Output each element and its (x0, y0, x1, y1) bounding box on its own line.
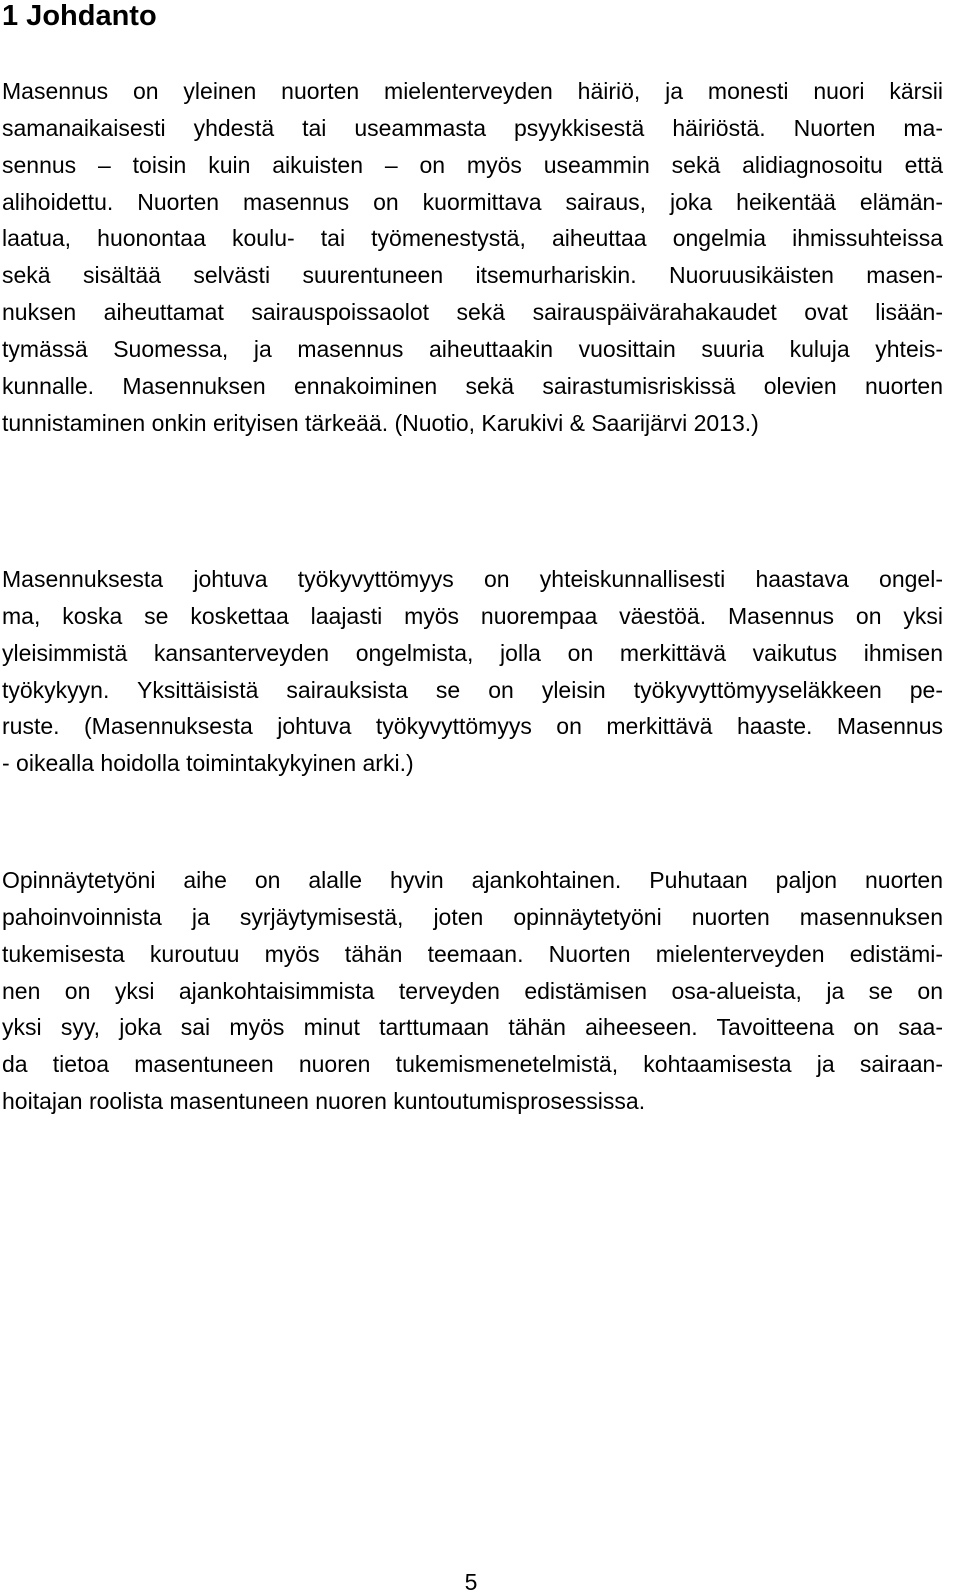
paragraph-line: pahoinvoinnista ja syrjäytymisestä, joten opinnäytetyöni nuorten masennuksen (2, 903, 943, 930)
page-number: 5 (464, 1569, 478, 1595)
paragraph-line: yleisimmistä kansanterveyden ongelmista, jolla on merkittävä vaikutus ihmisen (2, 639, 943, 666)
paragraph-line: Masennuksesta johtuva työkyvyttömyys on yhteiskunnallisesti haastava ongel- (2, 566, 943, 592)
paragraph-line: Opinnäytetyöni aihe on alalle hyvin ajankohtainen. Puhutaan paljon nuorten (2, 867, 943, 893)
paragraph-line: tukemisesta kuroutuu myös tähän teemaan. Nuorten mielenterveyden edistämi- (2, 940, 943, 967)
paragraph-line: - oikealla hoidolla toimintakykyinen arki.) (2, 750, 414, 777)
paragraph-line: laatua, huonontaa koulu- tai työmenestystä, aiheuttaa ongelmia ihmissuhteissa (2, 225, 943, 252)
section-heading: 1 Johdanto (2, 0, 157, 32)
paragraph-3 (2, 862, 943, 1120)
paragraph-line: alihoidettu. Nuorten masennus on kuormittava sairaus, joka heikentää elämän- (2, 188, 943, 215)
paragraph-line: sennus – toisin kuin aikuisten – on myös useammin sekä alidiagnosoitu että (2, 151, 943, 178)
paragraph-line: nuksen aiheuttamat sairauspoissaolot sekä sairauspäivärahakaudet ovat lisään- (2, 299, 943, 326)
paragraph-line: nen on yksi ajankohtaisimmista terveyden edistämisen osa-alueista, ja se on (2, 977, 943, 1004)
paragraph-line: samanaikaisesti yhdestä tai useammasta psyykkisestä häiriöstä. Nuorten ma- (2, 114, 943, 141)
paragraph-line: tunnistaminen onkin erityisen tärkeää. (Nuotio, Karukivi & Saarijärvi 2013.) (2, 409, 759, 436)
paragraph-line: ruste. (Masennuksesta johtuva työkyvyttömyys on merkittävä haaste. Masennus (2, 713, 943, 740)
paragraph-line: da tietoa masentuneen nuoren tukemismenetelmistä, kohtaamisesta ja sairaan- (2, 1051, 943, 1078)
paragraph-line: sekä sisältää selvästi suurentuneen itsemurhariskin. Nuoruusikäisten masen- (2, 262, 943, 289)
paragraph-2 (2, 561, 943, 782)
paragraph-line: kunnalle. Masennuksen ennakoiminen sekä sairastumisriskissä olevien nuorten (2, 372, 943, 399)
paragraph-1 (2, 73, 943, 441)
paragraph-line: ma, koska se koskettaa laajasti myös nuorempaa väestöä. Masennus on yksi (2, 602, 943, 629)
paragraph-line: työkykyyn. Yksittäisistä sairauksista se on yleisin työkyvyttömyyseläkkeen pe- (2, 676, 943, 703)
paragraph-line: hoitajan roolista masentuneen nuoren kuntoutumisprosessissa. (2, 1088, 646, 1115)
paragraph-line: tymässä Suomessa, ja masennus aiheuttaakin vuosittain suuria kuluja yhteis- (2, 335, 943, 362)
paragraph-line: yksi syy, joka sai myös minut tarttumaan tähän aiheeseen. Tavoitteena on saa- (2, 1014, 943, 1041)
paragraph-line: Masennus on yleinen nuorten mielenterveyden häiriö, ja monesti nuori kärsii (2, 78, 943, 104)
